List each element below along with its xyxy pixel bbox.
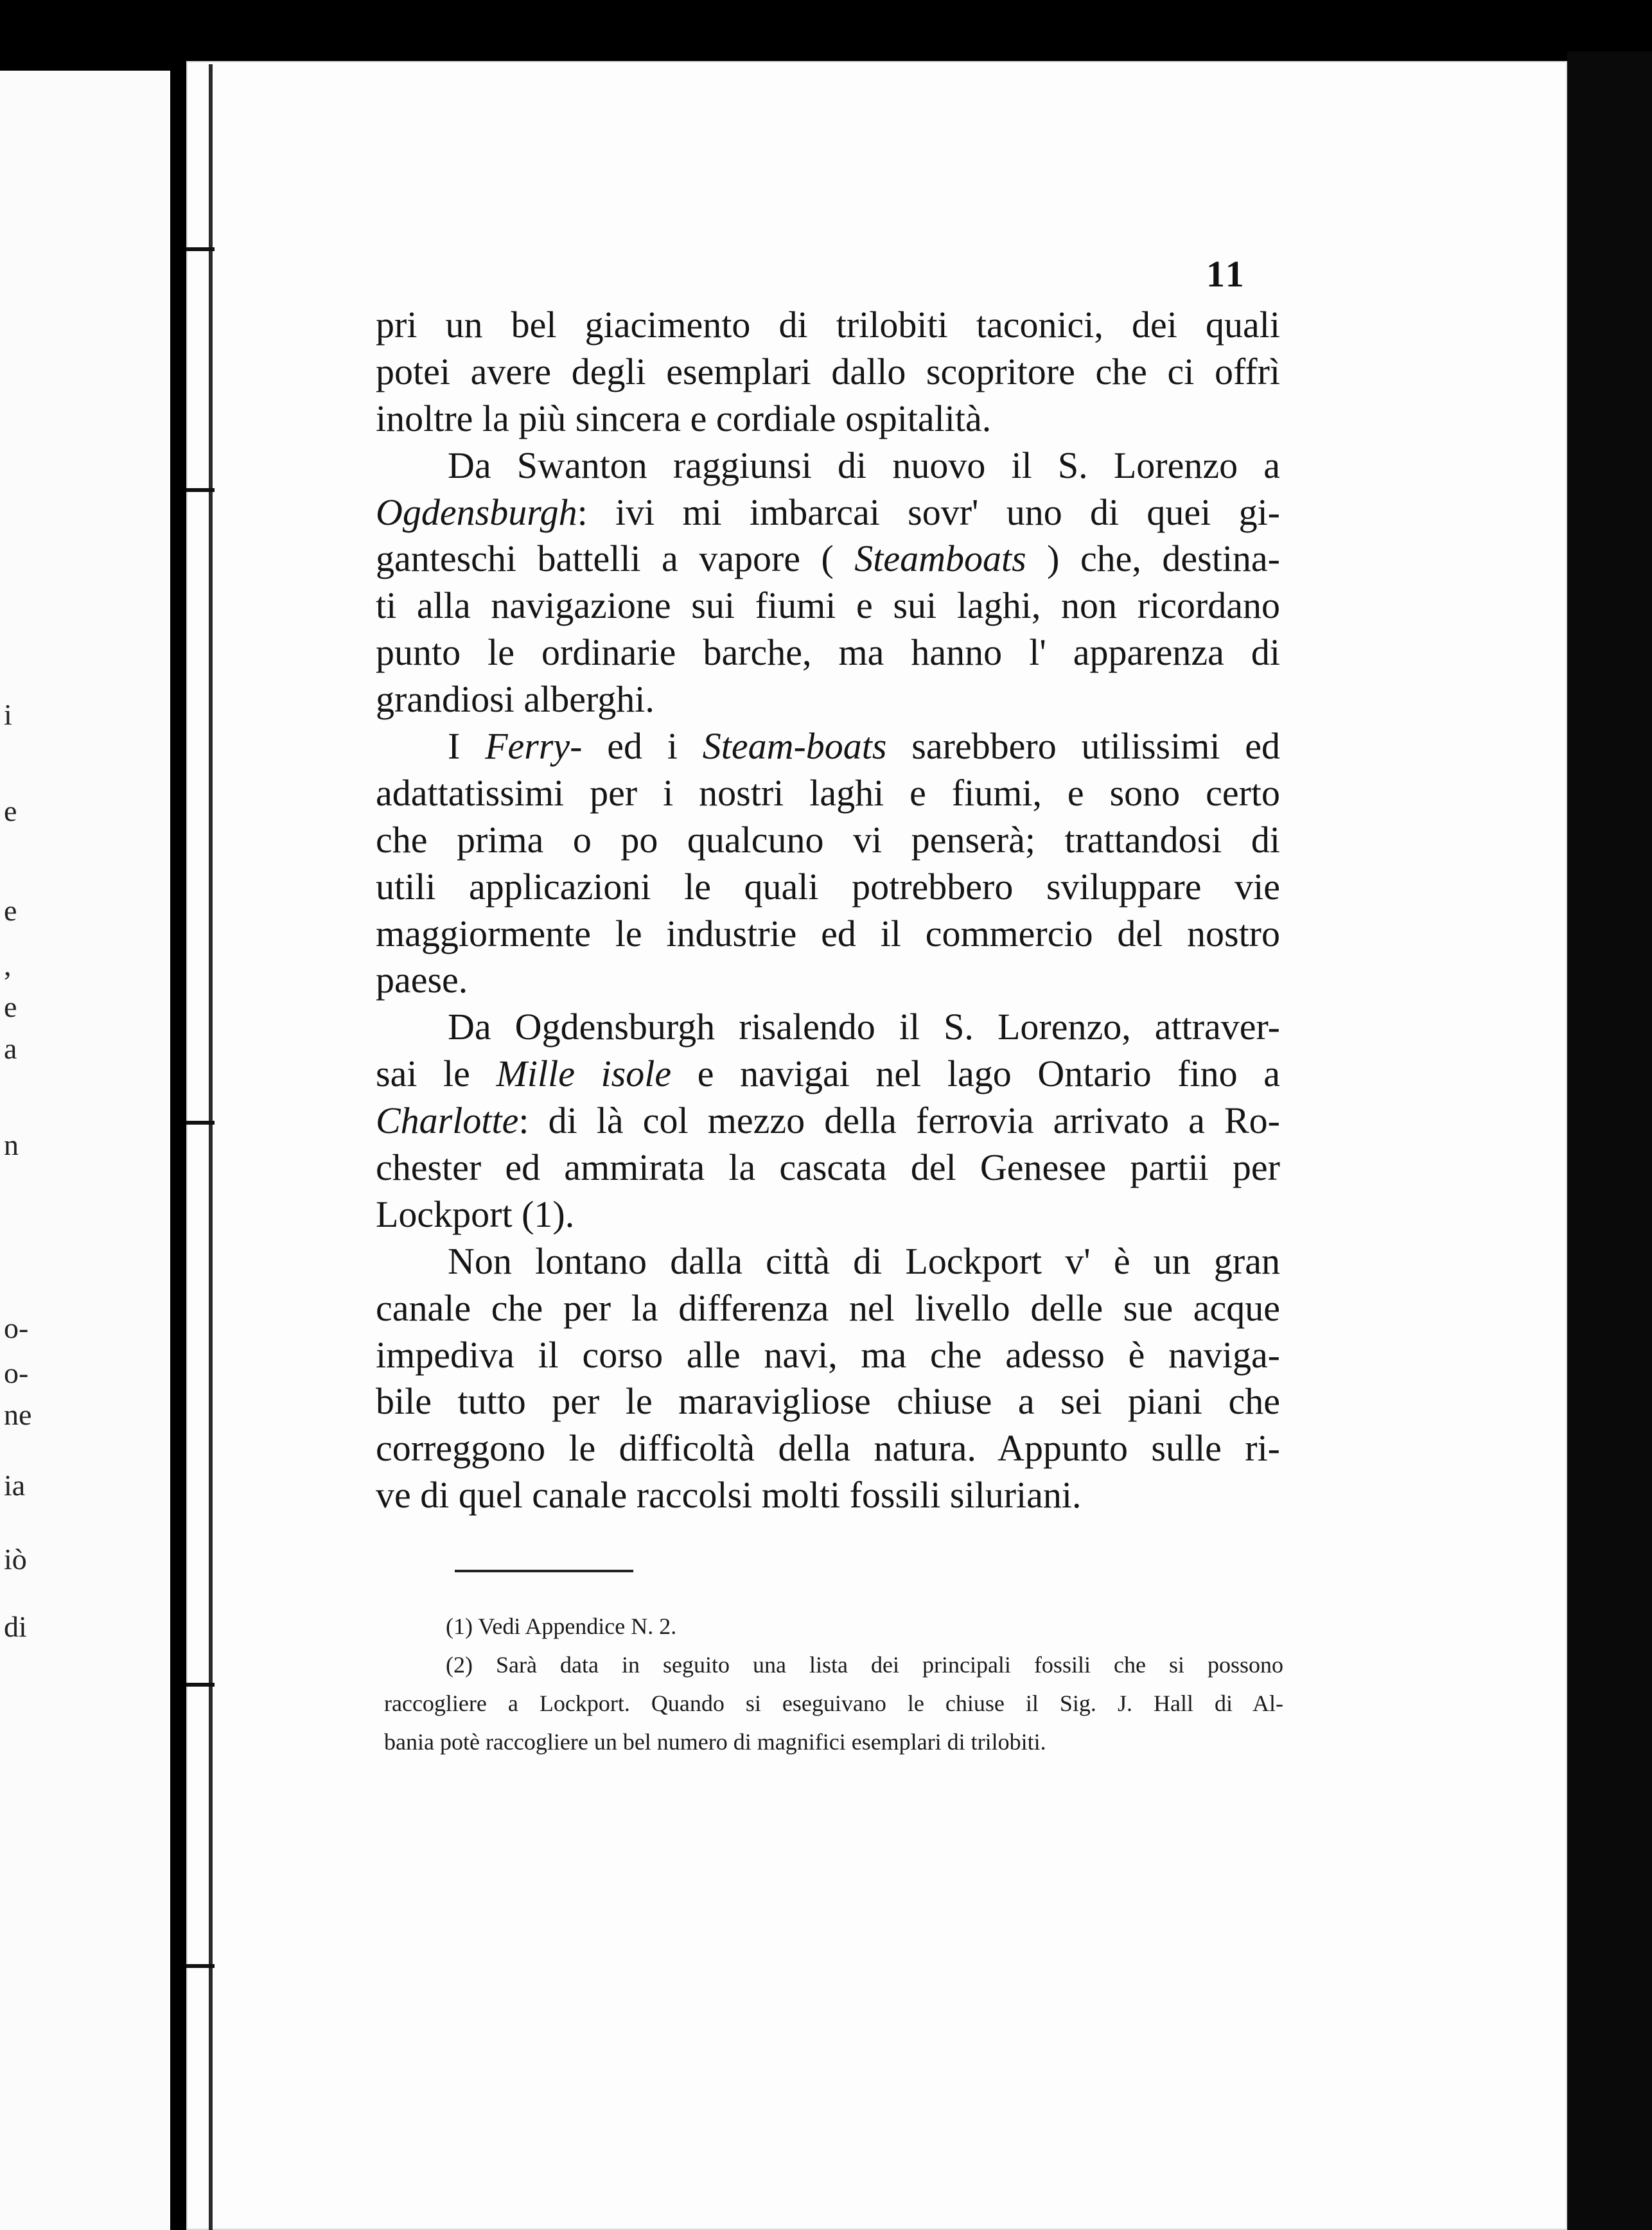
text-line xyxy=(376,1004,1280,1051)
italic-text-run: Mille isole xyxy=(496,1053,672,1095)
text-run: ed i xyxy=(582,725,703,768)
text-run: potei avere degli esemplari dallo scopritore che ci offrì xyxy=(376,350,1280,392)
left-page-fragment: e xyxy=(4,894,17,927)
footnote-line: bania potè raccogliere un bel numero di magnifici esemplari di trilobiti. xyxy=(384,1729,1046,1755)
text-run: Da Swanton raggiunsi di nuovo il S. Lorenzo a xyxy=(448,444,1280,486)
footnote xyxy=(384,1607,1283,1646)
text-line xyxy=(376,396,1280,443)
paragraph xyxy=(376,1004,1280,1238)
left-page-fragment: a xyxy=(4,1032,17,1065)
text-run: ve di quel canale raccolsi molti fossili siluriani. xyxy=(376,1474,1082,1516)
gutter-tick xyxy=(186,247,215,251)
text-line xyxy=(376,1051,1280,1098)
italic-text-run: Ferry- xyxy=(485,725,583,768)
text-run: adattatissimi per i nostri laghi e fiumi, e sono certo xyxy=(376,771,1280,814)
gutter-tick xyxy=(186,1964,215,1968)
left-page-fragment: o- xyxy=(4,1356,29,1389)
text-run: impediva il corso alle navi, ma che adesso è naviga- xyxy=(376,1333,1280,1376)
text-line xyxy=(376,1238,1280,1285)
left-page-text-fragments xyxy=(0,0,64,2230)
text-run: utili applicazioni le quali potrebbero sviluppare vie xyxy=(376,865,1280,908)
footnote xyxy=(384,1646,1283,1761)
text-run: pri un bel giacimento di trilobiti taconici, dei quali xyxy=(376,304,1280,346)
paragraph xyxy=(376,302,1280,443)
text-run: maggiormente le industrie ed il commercio del nostro xyxy=(376,912,1280,954)
text-run: ganteschi battelli a vapore ( xyxy=(376,538,855,580)
paragraph xyxy=(376,443,1280,723)
text-line xyxy=(376,443,1280,489)
text-line xyxy=(376,1425,1280,1472)
text-run: bile tutto per le maravigliose chiuse a sei piani che xyxy=(376,1380,1280,1423)
text-line xyxy=(376,302,1280,349)
text-line xyxy=(376,911,1280,958)
text-run: punto le ordinarie barche, ma hanno l' apparenza di xyxy=(376,631,1280,674)
text-run: : ivi mi imbarcai sovr' uno di quei gi- xyxy=(577,491,1280,533)
text-run: ) che, destina- xyxy=(1026,538,1280,580)
text-run: canale che per la differenza nel livello delle sue acque xyxy=(376,1286,1280,1329)
footnotes xyxy=(384,1607,1283,1761)
text-line xyxy=(376,1378,1280,1425)
text-line xyxy=(376,629,1280,676)
text-line xyxy=(376,583,1280,629)
text-line xyxy=(376,864,1280,911)
text-run: e navigai nel lago Ontario fino a xyxy=(671,1053,1280,1095)
body-text xyxy=(376,302,1280,1519)
left-page-fragment: e xyxy=(4,795,17,827)
paragraph xyxy=(376,1238,1280,1519)
left-page-fragment: ne xyxy=(4,1398,32,1431)
text-line xyxy=(376,817,1280,864)
text-line xyxy=(376,1098,1280,1145)
gutter-tick xyxy=(186,1683,215,1687)
text-line xyxy=(376,1332,1280,1379)
text-run: inoltre la più sincera e cordiale ospitalità. xyxy=(376,397,992,439)
page-number: 11 xyxy=(1206,253,1247,295)
text-run: I xyxy=(448,725,486,768)
text-run: Non lontano dalla città di Lockport v' è un gran xyxy=(448,1240,1280,1282)
left-page-fragment: iò xyxy=(4,1543,27,1576)
text-line xyxy=(376,489,1280,536)
text-line xyxy=(376,1472,1280,1519)
text-run: sai le xyxy=(376,1053,496,1095)
footnote-line: (2) Sarà data in seguito una lista dei principali fossili che si possono xyxy=(446,1652,1283,1678)
text-line xyxy=(376,349,1280,396)
text-line xyxy=(376,957,1280,1004)
footnote-line: raccogliere a Lockport. Quando si eseguivano le chiuse il Sig. J. Hall di Al- xyxy=(384,1690,1283,1716)
text-run: paese. xyxy=(376,959,468,1001)
text-line xyxy=(376,1285,1280,1332)
text-line xyxy=(376,1145,1280,1191)
text-line xyxy=(376,536,1280,583)
right-dark-margin xyxy=(1567,51,1652,2230)
left-page-fragment: , xyxy=(4,949,12,981)
text-line xyxy=(376,723,1280,770)
italic-text-run: Ogdensburgh xyxy=(376,491,577,533)
text-run: : di là col mezzo della ferrovia arrivato a Ro- xyxy=(518,1100,1280,1142)
binding-gutter-line xyxy=(209,64,213,2230)
italic-text-run: Steam-boats xyxy=(702,725,887,768)
text-run: ti alla navigazione sui fiumi e sui laghi, non ricordano xyxy=(376,584,1280,627)
left-page-fragment: n xyxy=(4,1128,19,1161)
text-run: Da Ogdensburgh risalendo il S. Lorenzo, attraver- xyxy=(448,1006,1280,1048)
left-page-fragment: o- xyxy=(4,1312,29,1344)
italic-text-run: Charlotte xyxy=(376,1100,519,1142)
left-page-fragment: di xyxy=(4,1610,27,1643)
text-run: chester ed ammirata la cascata del Genesee partii per xyxy=(376,1146,1280,1189)
text-run: sarebbero utilissimi ed xyxy=(886,725,1280,768)
left-page-fragment: i xyxy=(4,698,12,731)
gutter-tick xyxy=(186,488,215,492)
footnote-line: (1) Vedi Appendice N. 2. xyxy=(446,1613,677,1639)
footnote-separator-rule xyxy=(455,1570,633,1572)
left-page-fragment: ia xyxy=(4,1469,26,1502)
italic-text-run: Steamboats xyxy=(854,538,1026,580)
text-run: Lockport (1). xyxy=(376,1193,575,1235)
left-page-fragment: e xyxy=(4,990,17,1023)
text-run: grandiosi alberghi. xyxy=(376,678,655,721)
text-line xyxy=(376,1191,1280,1238)
paragraph xyxy=(376,723,1280,1004)
gutter-tick xyxy=(186,1121,215,1125)
text-run: correggono le difficoltà della natura. Appunto sulle ri- xyxy=(376,1427,1280,1470)
text-line xyxy=(376,676,1280,723)
text-line xyxy=(376,770,1280,817)
text-run: che prima o po qualcuno vi penserà; trattandosi di xyxy=(376,818,1280,861)
